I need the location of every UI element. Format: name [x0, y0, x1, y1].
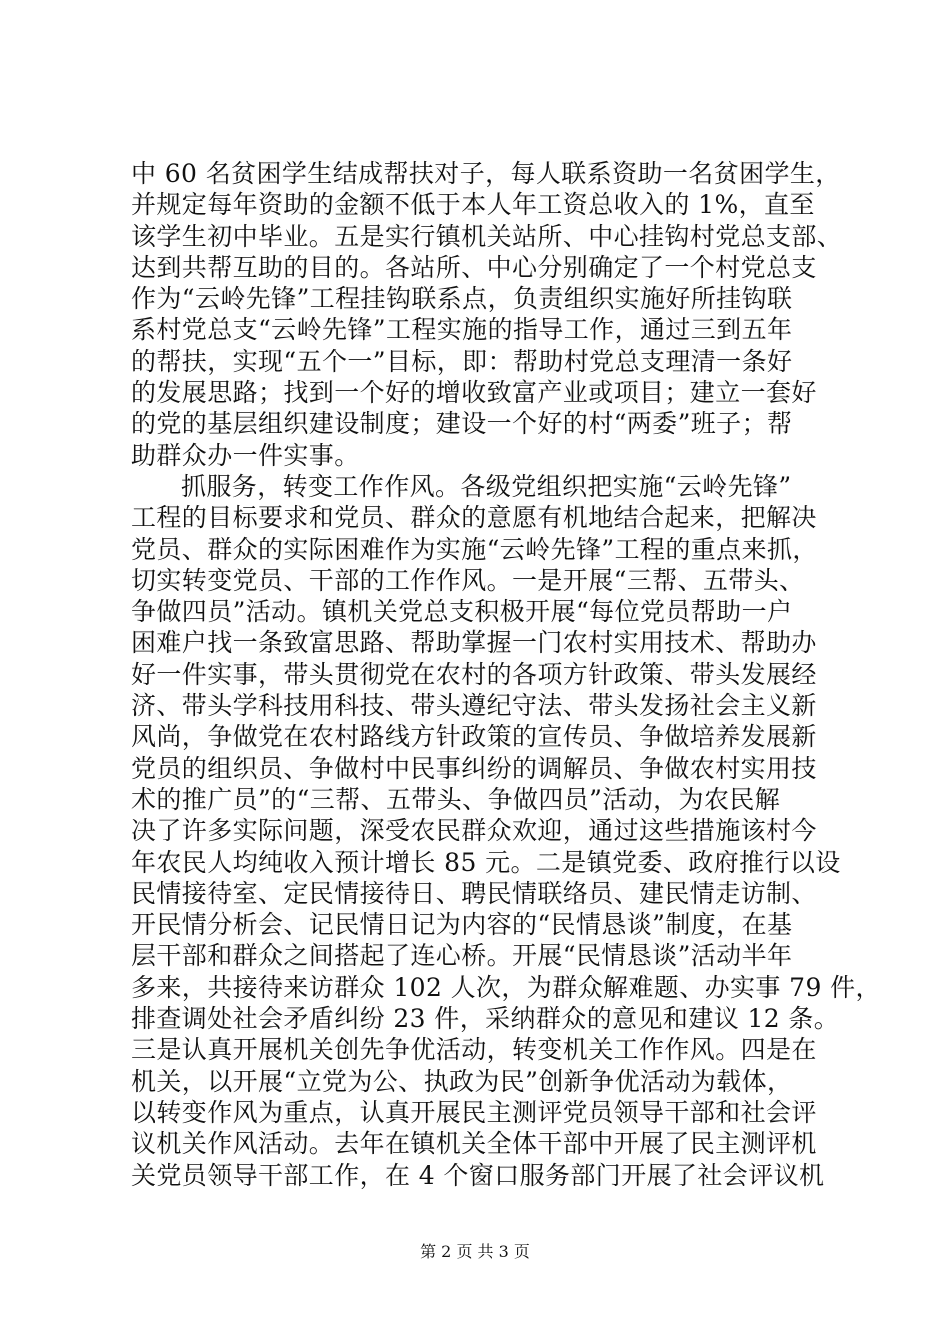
text-line: 民情接待室、定民情接待日、聘民情联络员、建民情走访制、	[131, 878, 817, 908]
text-line: 济、带头学科技用科技、带头遵纪守法、带头发扬社会主义新	[131, 691, 817, 721]
text-line: 决了许多实际问题，深受农民群众欢迎，通过这些措施该村今	[131, 816, 817, 846]
text-line: 党员的组织员、争做村中民事纠纷的调解员、争做农村实用技	[131, 753, 817, 783]
text-line: 的发展思路；找到一个好的增收致富产业或项目；建立一套好	[131, 378, 817, 408]
text-line: 关党员领导干部工作，在 4 个窗口服务部门开展了社会评议机	[131, 1160, 825, 1190]
text-line: 工程的目标要求和党员、群众的意愿有机地结合起来，把解决	[131, 503, 817, 533]
text-line: 并规定每年资助的金额不低于本人年工资总收入的 1%，直至	[131, 190, 815, 220]
text-line: 开民情分析会、记民情日记为内容的“民情恳谈”制度，在基	[131, 910, 793, 940]
text-line: 层干部和群众之间搭起了连心桥。开展“民情恳谈”活动半年	[131, 941, 793, 971]
paragraph	[131, 158, 843, 471]
text-line: 以转变作风为重点，认真开展民主测评党员领导干部和社会评	[131, 1097, 817, 1127]
text-line: 三是认真开展机关创先争优活动，转变机关工作作风。四是在	[131, 1035, 817, 1065]
text-line: 作为“云岭先锋”工程挂钩联系点，负责组织实施好所挂钩联	[131, 284, 793, 314]
text-line: 切实转变党员、干部的工作作风。一是开展“三帮、五带头、	[131, 565, 805, 595]
text-line: 该学生初中毕业。五是实行镇机关站所、中心挂钩村党总支部、	[131, 221, 843, 251]
text-line: 系村党总支“云岭先锋”工程实施的指导工作，通过三到五年	[131, 315, 793, 345]
paragraph	[131, 471, 881, 1191]
text-line: 中 60 名贫困学生结成帮扶对子，每人联系资助一名贫困学生，	[131, 159, 841, 188]
text-line: 的党的基层组织建设制度；建设一个好的村“两委”班子；帮	[131, 409, 793, 439]
text-line: 风尚，争做党在农村路线方针政策的宣传员、争做培养发展新	[131, 722, 817, 752]
text-line: 争做四员”活动。镇机关党总支积极开展“每位党员帮助一户	[131, 597, 793, 627]
text-line: 多来，共接待来访群众 102 人次，为群众解难题、办实事 79 件，	[131, 972, 881, 1002]
body-text	[131, 158, 881, 1191]
text-line: 的帮扶，实现“五个一”目标，即：帮助村党总支理清一条好	[131, 346, 793, 376]
text-line: 术的推广员”的“三帮、五带头、争做四员”活动，为农民解	[131, 784, 781, 814]
page-footer: 第 2 页 共 3 页	[420, 1242, 530, 1261]
text-line: 党员、群众的实际困难作为实施“云岭先锋”工程的重点来抓，	[131, 534, 818, 564]
text-line: 达到共帮互助的目的。各站所、中心分别确定了一个村党总支	[131, 252, 817, 282]
text-line: 机关，以开展“立党为公、执政为民”创新争优活动为载体，	[131, 1066, 793, 1096]
text-line: 年农民人均纯收入预计增长 85 元。二是镇党委、政府推行以设	[131, 847, 841, 877]
text-line: 好一件实事，带头贯彻党在农村的各项方针政策、带头发展经	[131, 659, 817, 689]
text-line: 助群众办一件实事。	[131, 440, 360, 470]
text-line: 排查调处社会矛盾纠纷 23 件，采纳群众的意见和建议 12 条。	[131, 1004, 840, 1034]
text-line: 困难户找一条致富思路、帮助掌握一门农村实用技术、帮助办	[131, 628, 817, 658]
text-line: 议机关作风活动。去年在镇机关全体干部中开展了民主测评机	[131, 1129, 817, 1159]
text-line: 抓服务，转变工作作风。各级党组织把实施“云岭先锋”	[181, 471, 792, 501]
